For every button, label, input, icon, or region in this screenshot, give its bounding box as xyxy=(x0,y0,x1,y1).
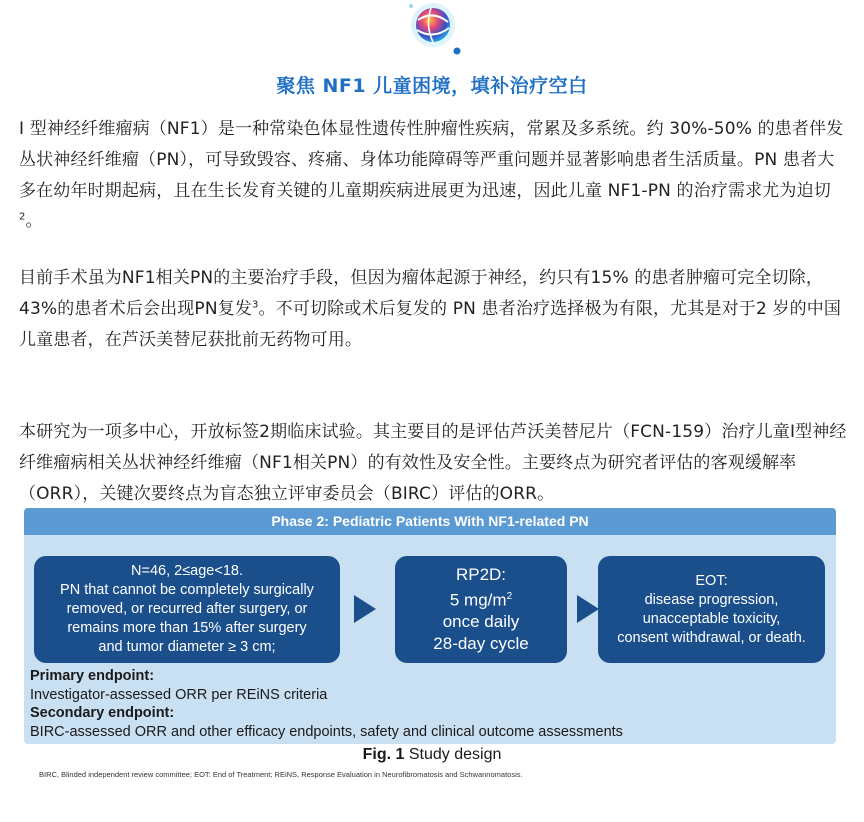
dosing-cycle: 28-day cycle xyxy=(433,634,529,654)
paragraph-intro: I 型神经纤维瘤病（NF1）是一种常染色体显性遗传性肿瘤性疾病，常累及多系统。约 30%-50% 的患者伴发丛状神经纤维瘤（PN），可导致毁容、疼痛、身体功能障碍等严重问题并显著影响患者生活质量。PN 患者大多在幼年时期起病，且在生长发育关键的儿童期疾病进展更为迅速，因此儿童 NF1-PN 的治疗需求尤为迫切$^2$。 xyxy=(19,119,844,232)
figure-footnote: BIRC, Blinded independent review committee; EOT: End of Treatment; REiNS, Response Evaluation in Neurofibromatosis and Schwannomatosis. xyxy=(39,770,523,779)
endpoints xyxy=(30,667,830,741)
eligibility-box xyxy=(34,556,340,663)
secondary-endpoint-text: BIRC-assessed ORR and other efficacy endpoints, safety and clinical outcome assessments xyxy=(30,723,623,740)
eot-line: unacceptable toxicity, xyxy=(642,610,781,627)
reference-2: 2 xyxy=(19,211,26,223)
end-of-treatment-box xyxy=(598,556,825,663)
eligibility-line: N=46, 2≤age<18. xyxy=(131,563,243,579)
dosing-frequency: once daily xyxy=(442,612,520,632)
arrow-right-icon xyxy=(577,595,599,623)
paragraph-study: 本研究为一项多中心，开放标签2期临床试验。其主要目的是评估芦沃美替尼片（FCN-159）治疗儿童I型神经纤维瘤病相关丛状神经纤维瘤（NF1相关PN）的有效性及安全性。主要终点为研究者评估的客观缓解率（ORR），关键次要终点为盲态独立评审委员会（BIRC）评估的ORR。 xyxy=(19,422,847,504)
dosing-title: RP2D: xyxy=(455,564,507,584)
eligibility-line: remains more than 15% after surgery xyxy=(67,620,307,636)
figure-caption: Fig. 1 Study design xyxy=(362,746,502,763)
reference-3: 3 xyxy=(252,299,259,311)
eot-line: EOT: xyxy=(695,572,728,589)
secondary-endpoint-label: Secondary endpoint: xyxy=(30,705,175,721)
primary-endpoint-text: Investigator-assessed ORR per REiNS criteria xyxy=(30,686,328,703)
paragraph-treatment: 目前手术虽为NF1相关PN的主要治疗手段，但因为瘤体起源于神经，约只有15% 的患者肿瘤可完全切除，43%的患者术后会出现PN复发$^3$。不可切除或术后复发的 PN 患者治疗选择极为有限，尤其是对于2 岁的中国儿童患者，在芦沃美替尼获批前无药物可用。 xyxy=(19,268,842,350)
section-heading: 聚焦 NF1 儿童困境，填补治疗空白 xyxy=(276,75,588,97)
dosing-box xyxy=(395,556,567,663)
figure-header: Phase 2: Pediatric Patients With NF1-related PN xyxy=(24,508,836,535)
eligibility-line: removed, or recurred after surgery, or xyxy=(66,601,308,617)
primary-endpoint-label: Primary endpoint: xyxy=(30,668,155,684)
arrow-right-icon xyxy=(354,595,376,623)
eligibility-line: and tumor diameter ≥ 3 cm; xyxy=(98,639,276,655)
study-design-figure xyxy=(24,508,836,744)
eligibility-line: PN that cannot be completely surgically xyxy=(60,582,314,598)
globe-logo-icon xyxy=(403,0,463,58)
eot-line: consent withdrawal, or death. xyxy=(617,629,806,646)
eot-line: disease progression, xyxy=(644,591,779,608)
dosing-dose: 5 $mg/m^2$ xyxy=(449,590,513,610)
